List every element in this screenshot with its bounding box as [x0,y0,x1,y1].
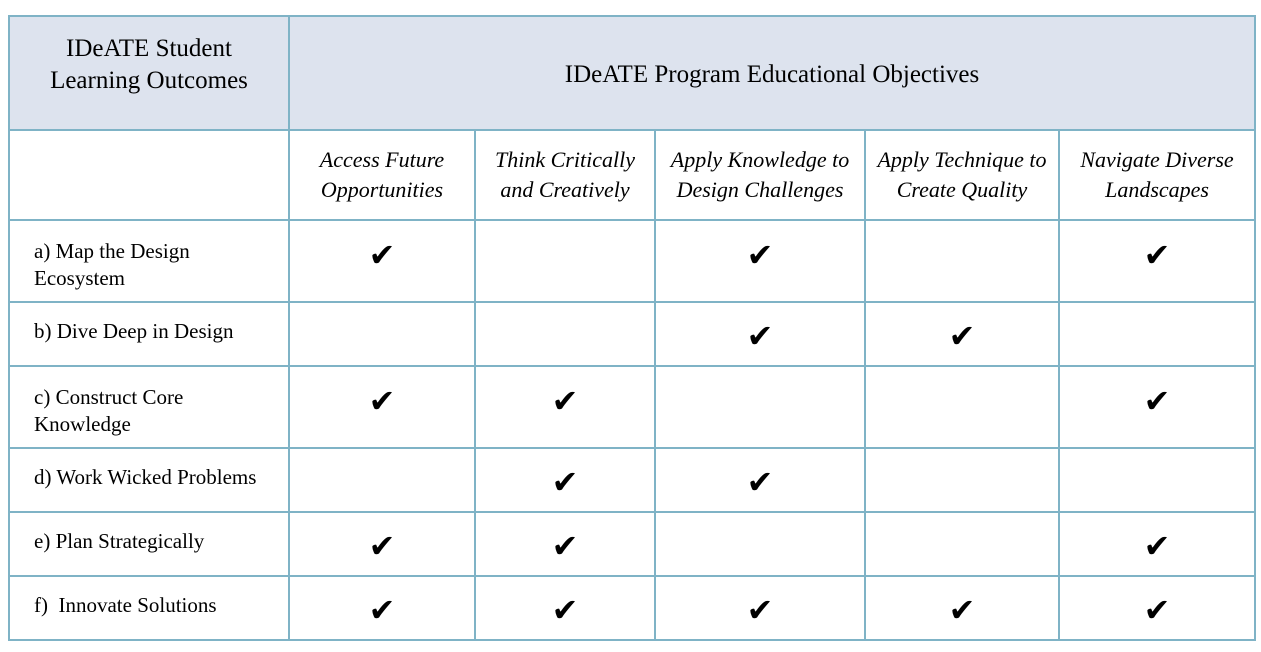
empty-cell [865,366,1059,448]
objective-header: Apply Technique to Create Quality [865,130,1059,220]
check-mark-icon: ✔ [655,220,865,302]
empty-cell [655,512,865,576]
outcome-label: a) Map the Design Ecosystem [9,220,289,302]
empty-corner-cell [9,130,289,220]
check-mark-icon: ✔ [1059,366,1255,448]
outcome-label: e) Plan Strategically [9,512,289,576]
empty-cell [865,220,1059,302]
outcomes-body [9,220,1255,640]
check-mark-icon: ✔ [865,302,1059,366]
check-mark-icon: ✔ [289,366,475,448]
empty-cell [865,448,1059,512]
empty-cell [1059,448,1255,512]
empty-cell [865,512,1059,576]
objectives-row [9,130,1255,220]
matrix-table [8,15,1256,641]
objectives-header: IDeATE Program Educational Objectives [289,16,1255,130]
check-mark-icon: ✔ [1059,576,1255,640]
table-row [9,448,1255,512]
empty-cell [655,366,865,448]
outcome-label: f) Innovate Solutions [9,576,289,640]
check-mark-icon: ✔ [475,512,655,576]
check-mark-icon: ✔ [1059,220,1255,302]
empty-cell [475,302,655,366]
table-row [9,366,1255,448]
outcome-label: d) Work Wicked Problems [9,448,289,512]
empty-cell [289,448,475,512]
outcome-label: c) Construct Core Knowledge [9,366,289,448]
empty-cell [1059,302,1255,366]
check-mark-icon: ✔ [289,576,475,640]
table-row [9,576,1255,640]
check-mark-icon: ✔ [289,512,475,576]
check-mark-icon: ✔ [475,366,655,448]
check-mark-icon: ✔ [475,576,655,640]
check-mark-icon: ✔ [1059,512,1255,576]
check-mark-icon: ✔ [475,448,655,512]
corner-header: IDeATE Student Learning Outcomes [9,16,289,130]
table-row [9,512,1255,576]
objective-header: Navigate Diverse Landscapes [1059,130,1255,220]
objective-header: Think Critically and Creatively [475,130,655,220]
empty-cell [289,302,475,366]
check-mark-icon: ✔ [655,302,865,366]
table-row [9,220,1255,302]
outcome-label: b) Dive Deep in Design [9,302,289,366]
check-mark-icon: ✔ [655,576,865,640]
outcomes-objectives-matrix [8,15,1256,641]
check-mark-icon: ✔ [289,220,475,302]
check-mark-icon: ✔ [655,448,865,512]
objective-header: Access Future Opportunities [289,130,475,220]
empty-cell [475,220,655,302]
objective-header: Apply Knowledge to Design Challenges [655,130,865,220]
header-row [9,16,1255,130]
table-row [9,302,1255,366]
check-mark-icon: ✔ [865,576,1059,640]
